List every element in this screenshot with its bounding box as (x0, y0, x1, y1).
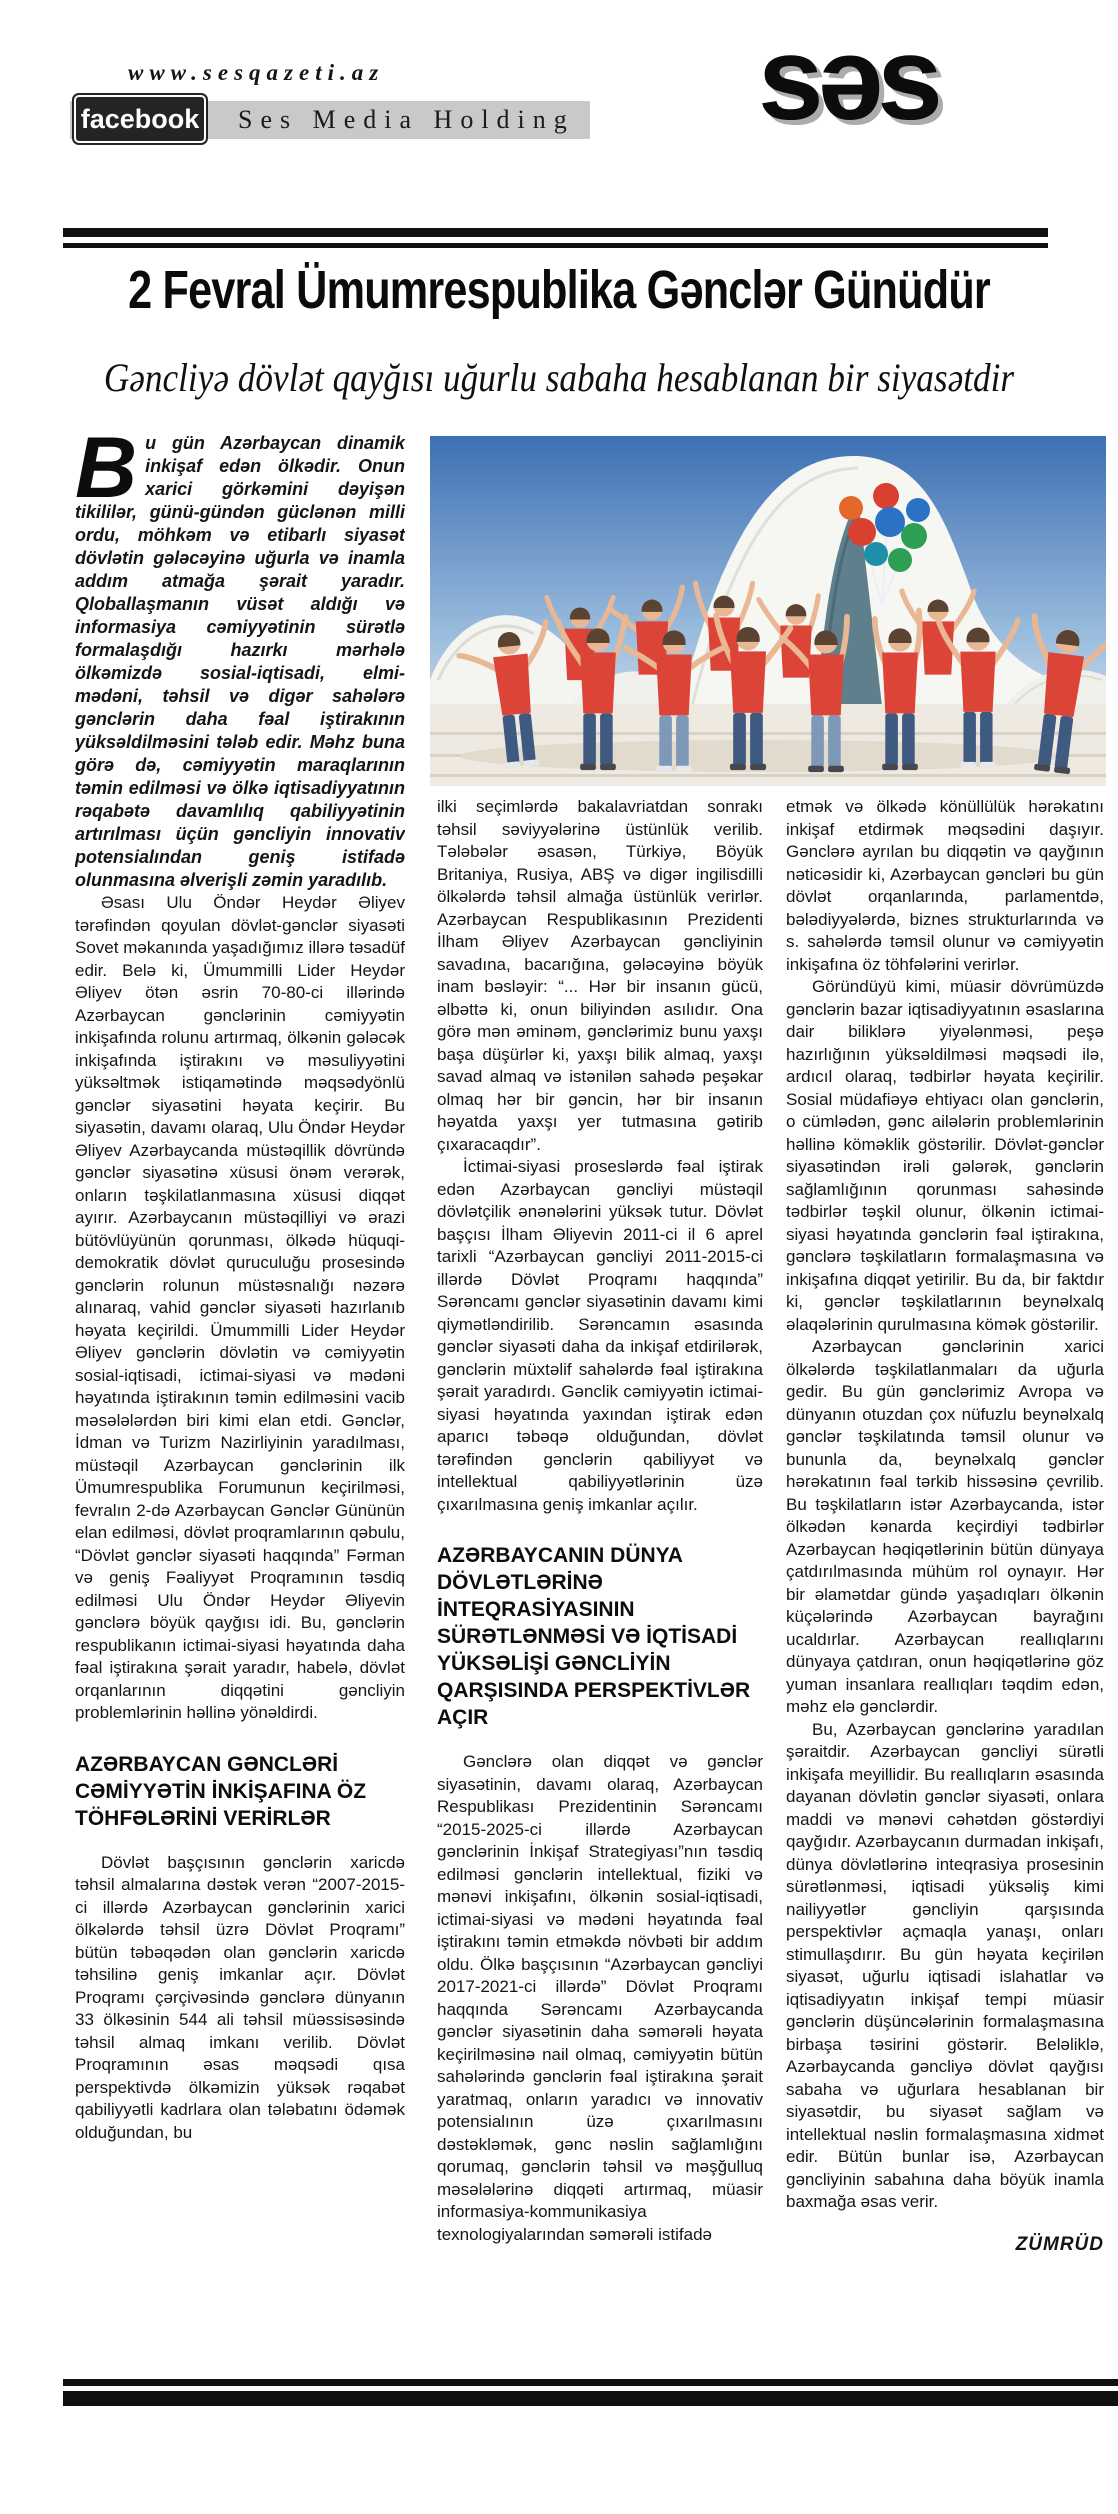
intro-text: u gün Azərbaycan dinamik inkişaf edən ölkədir. Onun xarici görkəmini dəyişən tikililər, günü-gündən güclənən milli ordu, möhkəm və etibarlı siyasət dövlətin gələcəyinə uğurla və inamla addım atmağa şərait yaradır. Qloballaşmanın vüsət aldığı və informasiya cəmiyyətinin sürətlə formalaşdığı hazırkı mərhələ ölkəmizdə sosial-iqtisadi, elmi-mədəni, təhsil və digər sahələrə gənclərin daha fəal iştirakının yüksəldilməsini tələb edir. Məhz buna görə də, cəmiyyətin maraqlarının təmin edilməsi və ölkə iqtisadiyyatının rəqabətə davamlılıq qabiliyyətinin artırılması üçün gəncliyin innovativ potensialından geniş istifadə olunmasına əlverişli zəmin yaradılıb. (75, 433, 405, 890)
paragraph: İctimai-siyasi proseslərdə fəal iştirak edən Azərbaycan gəncliyi müstəqil dövlətçilik ənənələrini yüksək tutur. Dövlət başçısı İlham Əliyevin 2011-ci il 6 aprel tarixli “Azərbaycan gəncliyi 2011-2015-ci illərdə Dövlət Proqramı haqqında” Sərəncamı gənclər siyasətinin davamı kimi qiymətləndirilib. Sərəncamın əsasında gənclər siyasəti daha da inkişaf etdirilərək, gənclərin müxtəlif sahələrdə fəal iştirakına şərait yaradırdı. Gənclik cəmiyyətin ictimai-siyasi həyatında yaxından iştirak edən aparıcı təbəqə olduğundan, dövlət tərəfindən gənclərin qabiliyyət və intellektual qabiliyyətlərinin üzə çıxarılmasına geniş imkanlar açılır. (437, 1157, 763, 1514)
photo-illustration (430, 436, 1106, 786)
paragraph: etmək və ölkədə könüllülük hərəkatını inkişaf etdirmək məqsədini daşıyır. Gənclərə ayrılan bu diqqətin və qayğının nəticəsidir ki, Azərbaycan gəncləri bu gün dövlət orqanlarında, parlamentdə, bələdiyyələrdə, biznes strukturlarında və s. sahələrdə təmsil olunur və cəmiyyətin inkişafına öz töhfələrini verirlər. (786, 797, 1104, 974)
subheadline: Gəncliyə dövlət qayğısı uğurlu sabaha hesablanan bir siyasətdir (103, 355, 1015, 400)
paragraph: ilki seçimlərdə bakalavriatdan sonrakı təhsil səviyyələrinə üstünlük verilib. Tələbələr əsasən, Türkiyə, Böyük Britaniya, Rusiya, ABŞ və digər ingilisdilli ölkələrdə təhsil almağa üstünlük verirlər. Azərbaycan Respublikasının Prezidenti İlham Əliyev Azərbaycan gəncliyinin savadına, bacarığına, gələcəyinə böyük inam bəsləyir: “... Hər bir insanın gücü, əlbəttə ki, onun biliyindən asılıdır. Ona görə mən əminəm, gənclərimiz bunu yaxşı başa düşürlər ki, yaxşı bilik almaq, yaxşı savad almaq və istənilən sahədə peşəkar olmaq hər bir gəncin, hər bir insanın həyatda yaxşı yer tutmasına gətirib çıxaracaqdır”. (437, 797, 763, 1154)
column-3 (786, 796, 1104, 2374)
paragraph: Azərbaycan gənclərinin xarici ölkələrdə təşkilatlanmaları da uğurla gedir. Bu gün gənclərimiz Avropa və dünyanın otuzdan çox nüfuzlu beynəlxalq gənclər təşkilatında təmsil olunur və bununla da, beynəlxalq gənclər hərəkatının fəal tərkib hissəsinə çevrilib. Bu təşkilatların istər Azərbaycanda, istər ölkədən kənarda keçirdiyi tədbirlər Azərbaycan həqiqətlərinin bütün dünyaya çatdırılmasında mühüm rol oynayır. Hər bir əlamətdar gündə yaşadıqları ölkənin küçələrində Azərbaycan bayrağını ucaldırlar. Azərbaycan reallıqlarını dünyaya çatdıran, onun həqiqətlərinə göz yuman insanlara reallıqları təqdim edən, məhz elə gənclərdir. (786, 1337, 1104, 1716)
article-photo (430, 436, 1106, 786)
intro-paragraph (75, 432, 405, 892)
holding-label: Ses Media Holding (238, 105, 575, 134)
dropcap: B (75, 432, 138, 516)
top-rule-thick (63, 228, 1048, 237)
author-signature: ZÜMRÜD (1015, 2233, 1104, 2255)
section-heading-1: AZƏRBAYCAN GƏNCLƏRİ CƏMİYYƏTİN İNKİŞAFINA ÖZ TÖHFƏLƏRİNİ VERİRLƏR (75, 1752, 367, 1830)
paragraph: Gənclərə olan diqqət və gənclər siyasətinin, davamı olaraq, Azərbaycan Respublikası Prezidentinin Sərəncamı “2015-2025-ci illərdə Azərbaycan gənclərinin İnkişaf Strategiyası”nın təsdiq edilməsi gənclərin intellektual, fiziki və mənəvi inkişafını, ölkənin sosial-iqtisadi, ictimai-siyasi və mədəni həyatında fəal iştirakını təmin etməkdə növbəti bir addım oldu. Ölkə başçısının “Azərbaycan gəncliyi 2017-2021-ci illərdə” Dövlət Proqramı haqqında Sərəncamı Azərbaycanda gənclər siyasətinin daha səmərəli həyata keçirilməsinə nail olmaq, cəmiyyətin bütün sahələrində gənclərin fəal iştirakına şərait yaratmaq, onların yaradıcı və innovativ potensialının üzə çıxarılmasını dəstəkləmək, gənc nəslin sağlamlığını qorumaq, gənclərin təhsil və məşğulluq məsələlərinə diqqəti artırmaq, müasir informasiya-kommunikasiya texnologiyalarından səmərəli istifadə (437, 1752, 763, 2244)
column-2 (437, 796, 763, 2374)
ses-masthead-logo: səs (758, 13, 937, 145)
paragraph: Əsası Ulu Öndər Heydər Əliyev tərəfindən qoyulan dövlət-gənclər siyasəti Sovet məkanında yaşadığımız illərə təsadüf edir. Belə ki, Ümummilli Lider Heydər Əliyev ötən əsrin 70-80-ci illərində Azərbaycan gənclərinin cəmiyyətin inkişafında rolunu artırmaq, ölkənin gələcək inkişafında iştirakını və məsuliyyətini yüksəltmək istiqamətində məqsədyönlü gənclər siyasətini həyata keçirir. Bu siyasətin, davamı olaraq, Ulu Öndər Heydər Əliyev Azərbaycanda müstəqillik dövründə gənclər siyasətinə xüsusi önəm verərək, onların təşkilatlanmasına xüsusi diqqət ayırır. Azərbaycanın müstəqilliyi və ərazi bütövlüyünün qorunması, ölkədə hüquqi-demokratik dövlət quruculuğu prosesində gənclərin rolunun müstəsnalığı nəzərə alınaraq, vahid gənclər siyasəti hazırlanıb həyata keçirildi. Ümummilli Lider Heydər Əliyev gənclərin dövlətin və cəmiyyətin sosial-iqtisadi, ictimai-siyasi və mədəni həyatında iştirakının təmin edilməsini vacib məsələlərdən biri kimi elan etdi. Gənclər, İdman və Turizm Nazirliyinin yaradılması, müstəqil Azərbaycan gənclərinin ilk Ümumrespublika Forumunun keçirilməsi, fevralın 2-də Azərbaycan Gənclər Gününün elan edilməsi, dövlət proqramlarının qəbulu, “Dövlət gənclər siyasəti haqqında” Fərman və geniş Fəaliyyət Proqramının təsdiq edilməsi Ulu Öndər Heydər Əliyevin gənclərə böyük qayğısı idi. Bu, gənclərin respublikanın ictimai-siyasi həyatında daha fəal iştirakına şərait yaradır, habelə, dövlət orqanlarının diqqətini gəncliyin problemlərinin həllinə yönəldirdi. (75, 893, 405, 1722)
paragraph: Göründüyü kimi, müasir dövrümüzdə gənclərin bazar iqtisadiyyatının əsaslarına dair biliklərə yiyələnməsi, peşə hazırlığının yüksəldilməsi məqsədi ilə, ardıcıl olaraq, tədbirlər həyata keçirilir. Sosial müdafiəyə ehtiyacı olan gənclərin, o cümlədən, gənc ailələrin problemlərinin həllinə köməklik göstərilir. Dövlət-gənclər siyasətindən irəli gələrək, gənclərin sağlamlığının qorunması sahəsində tədbirlər təşkil olunur, ölkənin ictimai-siyasi həyatında gənclərin fəal iştirakına, gənclərə təşkilatların formalaşmasına və inkişafına diqqət yetirilir. Bu da, bir faktdır ki, gənclər təşkilatlarının beynəlxalq əlaqələrinin qurulmasına kömək göstərilir. (786, 977, 1104, 1334)
section-heading-2: AZƏRBAYCANIN DÜNYA DÖVLƏTLƏRİNƏ İNTEQRASİYASININ SÜRƏTLƏNMƏSİ VƏ İQTİSADİ YÜKSƏLİŞİ GƏNCLİYİN QARŞISINDA PERSPEKTİVLƏR AÇIR (437, 1544, 751, 1729)
website-url[interactable]: www.sesqazeti.az (128, 60, 385, 85)
facebook-badge[interactable] (72, 93, 208, 145)
top-rule-thin (63, 243, 1048, 248)
facebook-logo: facebook (80, 103, 200, 134)
paragraph: Bu, Azərbaycan gənclərinə yaradılan şəraitdir. Azərbaycan gəncliyi sürətli inkişafa meyillidir. Bu reallıqların əsasında dayanan dövlətin gənclər siyasəti, onlara maddi və mənəvi cəhətdən göstərdiyi qayğıdır. Azərbaycanın durmadan inkişafı, dünya dövlətlərinə inteqrasiya prosesinin sürətlənməsi, iqtisadi yüksəliş kimi nailiyyətlər gəncliyin qarşısında perspektivlər açmaqla yanaşı, onları stimullaşdırır. Bu gün həyata keçirilən siyasət, uğurlu iqtisadi islahatlar və iqtisadiyyatın inkişaf tempi müasir gənclərin düşüncələrinin formalaşmasına birbaşa təsirini göstərir. Beləliklə, Azərbaycanda gəncliyə dövlət qayğısı sabaha və uğurlara hesablanan bir siyasətdir, bu siyasət sağlam və intellektual nəslin formalaşmasına xidmət edir. Bütün bunlar isə, Azərbaycan gəncliyinin sabahına daha böyük inamla baxmağa əsas verir. (786, 1719, 1104, 2211)
bottom-rule-thick (63, 2391, 1118, 2406)
bottom-rule-thin (63, 2379, 1118, 2386)
paragraph: Dövlət başçısının gənclərin xaricdə təhsil almalarına dəstək verən “2007-2015-ci illərdə Azərbaycan gənclərinin xarici ölkələrdə təhsil üzrə Dövlət Proqramı” bütün təbəqədən olan gənclərin xaricdə təhsilinə geniş imkanlar açır. Dövlət Proqramı çərçivəsində gənclərə dünyanın 33 ölkəsinin 544 ali təhsil müəssisəsində təhsil almaq imkanı verilib. Dövlət Proqramının əsas məqsədi qısa perspektivdə ölkəmizin yüksək rəqabət qabiliyyətli kadrlara olan tələbatını ödəmək olduğundan, bu (75, 1852, 405, 2142)
headline: 2 Fevral Ümumrespublika Gənclər Günüdür (128, 260, 990, 320)
column-1 (75, 432, 405, 2374)
